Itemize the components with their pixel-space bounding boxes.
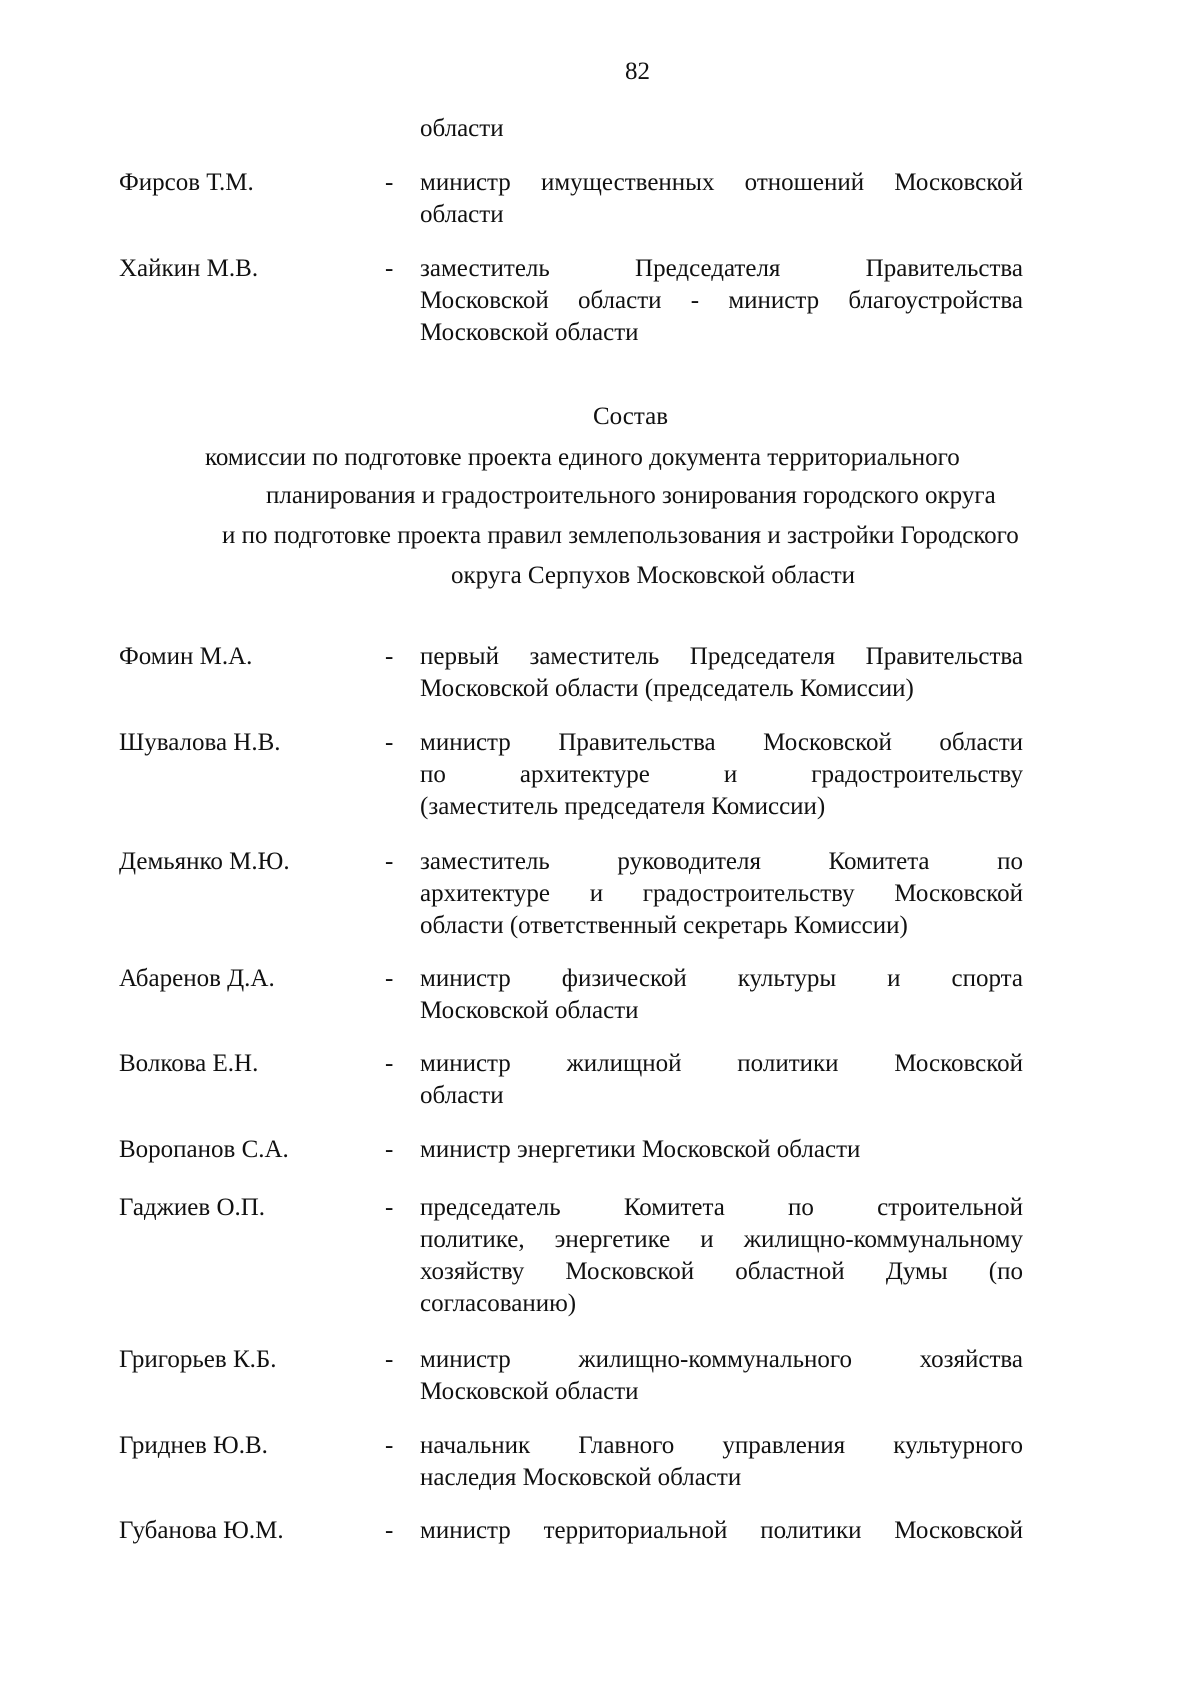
heading-title: Состав [593,403,669,430]
page-number: 82 [625,58,650,85]
person-name: Демьянко М.Ю. [119,848,290,875]
person-name: Гриднев Ю.В. [119,1432,268,1459]
separator-dash: - [385,1194,394,1221]
position-description [420,963,1023,1027]
person-name: Хайкин М.В. [119,255,259,282]
position-line: министр жилищно-коммунального хозяйства [420,1346,1023,1373]
position-description [420,727,1023,823]
position-description [420,1192,1023,1320]
person-name: Григорьев К.Б. [119,1346,277,1373]
heading-line: комиссии по подготовке проекта единого документа территориального [205,444,960,471]
position-description [420,1048,1023,1112]
position-line: хозяйству Московской областной Думы (по [420,1258,1023,1285]
position-description [420,1134,1023,1166]
person-name: Абаренов Д.А. [119,965,275,992]
position-line: Московской области - министр благоустройства [420,287,1023,314]
position-line: министр территориальной политики Московской [420,1517,1023,1544]
heading-line: округа Серпухов Московской области [451,562,856,589]
position-line: министр энергетики Московской области [420,1136,861,1163]
position-line: заместитель руководителя Комитета по [420,848,1023,875]
continuation-text [420,113,1023,145]
position-description [420,1344,1023,1408]
position-description [420,167,1023,231]
person-name: Волкова Е.Н. [119,1050,259,1077]
position-line: министр жилищной политики Московской [420,1050,1023,1077]
separator-dash: - [385,965,394,992]
person-name: Губанова Ю.М. [119,1517,284,1544]
separator-dash: - [385,1517,394,1544]
position-line: председатель Комитета по строительной [420,1194,1023,1221]
person-name: Воропанов С.А. [119,1136,289,1163]
position-line: Московской области [420,1378,639,1405]
continuation-line: области [420,115,504,142]
heading-line: и по подготовке проекта правил землепользования и застройки Городского [222,522,1019,549]
position-line: министр имущественных отношений Московской [420,169,1023,196]
separator-dash: - [385,1346,394,1373]
position-line: первый заместитель Председателя Правительства [420,643,1023,670]
heading-line: планирования и градостроительного зонирования городского округа [266,482,996,509]
separator-dash: - [385,1136,394,1163]
separator-dash: - [385,255,394,282]
position-line: (заместитель председателя Комиссии) [420,793,826,820]
position-description [420,1515,1023,1547]
separator-dash: - [385,729,394,756]
position-description [420,253,1023,349]
position-line: области [420,1082,504,1109]
position-description [420,1430,1023,1494]
position-line: Московской области (председатель Комиссии) [420,675,914,702]
position-line: министр физической культуры и спорта [420,965,1023,992]
person-name: Шувалова Н.В. [119,729,281,756]
position-line: Московской области [420,997,639,1024]
position-line: заместитель Председателя Правительства [420,255,1023,282]
separator-dash: - [385,1432,394,1459]
person-name: Гаджиев О.П. [119,1194,266,1221]
position-line: политике, энергетике и жилищно-коммунальному [420,1226,1023,1253]
position-line: архитектуре и градостроительству Московской [420,880,1023,907]
position-line: области (ответственный секретарь Комиссии) [420,912,908,939]
separator-dash: - [385,848,394,875]
separator-dash: - [385,169,394,196]
position-description [420,641,1023,705]
position-line: наследия Московской области [420,1464,742,1491]
position-line: по архитектуре и градостроительству [420,761,1023,788]
separator-dash: - [385,1050,394,1077]
position-line: согласованию) [420,1290,577,1317]
position-line: начальник Главного управления культурного [420,1432,1023,1459]
person-name: Фирсов Т.М. [119,169,254,196]
position-line: Московской области [420,319,639,346]
position-line: области [420,201,504,228]
person-name: Фомин М.А. [119,643,253,670]
separator-dash: - [385,643,394,670]
position-description [420,846,1023,942]
position-line: министр Правительства Московской области [420,729,1023,756]
